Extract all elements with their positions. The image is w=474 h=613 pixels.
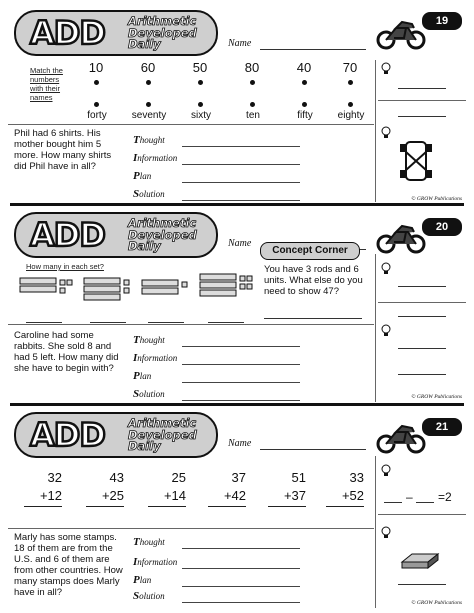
tip-information: Information: [133, 152, 178, 164]
lightbulb-icon: [380, 62, 392, 76]
tip-information: Information: [133, 352, 178, 364]
number-80: 80: [244, 60, 260, 75]
add-logo: [14, 212, 218, 258]
add-logo: [14, 10, 218, 56]
equation-blank-2[interactable]: [416, 502, 434, 503]
sum-line[interactable]: [24, 506, 62, 507]
worksheet-19: [0, 0, 474, 206]
bulb-answer-line[interactable]: [398, 316, 446, 317]
bulb-answer-line[interactable]: [398, 374, 446, 375]
name-label: Name: [228, 438, 252, 449]
concept-answer-line[interactable]: [264, 318, 362, 319]
word-forty: forty: [87, 110, 107, 121]
match-dot-top[interactable]: [302, 80, 307, 85]
plan-answer-line[interactable]: [182, 382, 300, 383]
base-ten-blocks-set-2: [82, 276, 134, 302]
bulb-answer-line[interactable]: [398, 348, 446, 349]
bulb-answer-line[interactable]: [398, 584, 446, 585]
answer-column-divider: [375, 254, 376, 402]
name-label: Name: [228, 238, 252, 249]
add-logo: [14, 412, 218, 458]
copyright: © GROW Publications: [411, 600, 462, 606]
how-many-instruction: How many in each set?: [26, 262, 104, 271]
copyright: © GROW Publications: [411, 394, 462, 400]
match-dot-bottom[interactable]: [94, 102, 99, 107]
match-dot-bottom[interactable]: [302, 102, 307, 107]
equals-two: =2: [438, 490, 452, 504]
set-4-answer-line[interactable]: [208, 322, 244, 323]
concept-corner-badge: Concept Corner: [260, 242, 360, 260]
tip-information: Information: [133, 556, 178, 568]
match-dot-bottom[interactable]: [146, 102, 151, 107]
logo-line-2: Developed: [128, 227, 197, 242]
logo-line-2: Developed: [128, 25, 197, 40]
addend-bottom: +42: [223, 488, 246, 503]
tip-solution: Solution: [133, 188, 165, 200]
sum-line[interactable]: [86, 506, 124, 507]
word-seventy: seventy: [131, 110, 167, 121]
information-answer-line[interactable]: [182, 364, 300, 365]
logo-add-text: ADD: [30, 416, 105, 454]
addend-bottom: +14: [163, 488, 186, 503]
logo-subtitle: [128, 218, 197, 253]
information-answer-line[interactable]: [182, 164, 300, 165]
logo-line-3: Daily: [128, 37, 161, 51]
logo-subtitle: [128, 418, 197, 453]
plan-answer-line[interactable]: [182, 182, 300, 183]
bulb-answer-line[interactable]: [398, 286, 446, 287]
box-icon: [400, 550, 440, 572]
match-dot-bottom[interactable]: [250, 102, 255, 107]
match-dot-top[interactable]: [146, 80, 151, 85]
word-problem: Caroline had some rabbits. She sold 8 and had 5 left. How many did she have to begin with?: [14, 330, 119, 374]
match-dot-top[interactable]: [94, 80, 99, 85]
base-ten-blocks-set-1: [18, 276, 74, 298]
word-eighty: eighty: [337, 110, 365, 121]
addend-bottom: +12: [39, 488, 62, 503]
tip-solution: Solution: [133, 590, 165, 602]
name-field[interactable]: [260, 38, 366, 50]
match-dot-top[interactable]: [250, 80, 255, 85]
word-ten: ten: [246, 110, 260, 121]
lightbulb-icon: [380, 126, 392, 140]
tip-plan: Plan: [133, 574, 152, 586]
toy-car-icon: [398, 138, 434, 184]
thought-answer-line[interactable]: [182, 146, 300, 147]
logo-subtitle: [128, 16, 197, 51]
match-dot-top[interactable]: [198, 80, 203, 85]
logo-line-2: Developed: [128, 427, 197, 442]
minus-sign: –: [406, 490, 413, 504]
word-sixty: sixty: [191, 110, 211, 121]
addend-bottom: +52: [341, 488, 364, 503]
match-dot-bottom[interactable]: [348, 102, 353, 107]
word-fifty: fifty: [297, 110, 313, 121]
lightbulb-icon: [380, 464, 392, 478]
word-problem: Marly has some stamps. 18 of them are from the U.S. and 6 of them are from other countries. How many stamps does Marly have in all?: [14, 532, 123, 598]
concept-corner-text: You have 3 rods and 6 units. What else do you need to show 47?: [264, 264, 363, 297]
answer-column-divider-h: [378, 100, 466, 101]
solution-answer-line[interactable]: [182, 400, 300, 401]
addend-top: 32: [47, 470, 62, 485]
number-10: 10: [88, 60, 104, 75]
section-divider: [8, 124, 374, 125]
logo-line-3: Daily: [128, 439, 161, 453]
section-divider: [8, 324, 374, 325]
tip-plan: Plan: [133, 370, 152, 382]
number-60: 60: [140, 60, 156, 75]
tip-thought: Thought: [133, 134, 165, 146]
number-50: 50: [192, 60, 208, 75]
answer-column-divider: [375, 456, 376, 608]
word-problem: Phil had 6 shirts. His mother bought him 5 more. How many shirts did Phil have in all?: [14, 128, 112, 172]
addend-top: 51: [291, 470, 306, 485]
bulb-answer-line[interactable]: [398, 88, 446, 89]
thought-answer-line[interactable]: [182, 346, 300, 347]
addend-bottom: +25: [101, 488, 124, 503]
equation-blank-1[interactable]: [384, 502, 402, 503]
match-instruction: Match the numbers with their names: [30, 66, 63, 102]
plan-answer-line[interactable]: [182, 586, 300, 587]
addend-top: 37: [231, 470, 246, 485]
section-divider: [8, 528, 374, 529]
logo-add-text: ADD: [30, 216, 105, 254]
lightbulb-icon: [380, 526, 392, 540]
set-2-answer-line[interactable]: [90, 322, 126, 323]
lightbulb-icon: [380, 262, 392, 276]
tip-thought: Thought: [133, 334, 165, 346]
tip-plan: Plan: [133, 170, 152, 182]
base-ten-blocks-set-3: [140, 276, 192, 298]
addend-bottom: +37: [283, 488, 306, 503]
sum-line[interactable]: [326, 506, 364, 507]
match-dot-bottom[interactable]: [198, 102, 203, 107]
addend-top: 25: [171, 470, 186, 485]
answer-column-divider: [375, 60, 376, 202]
lightbulb-icon: [380, 324, 392, 338]
bulb-answer-line[interactable]: [398, 116, 446, 117]
solution-answer-line[interactable]: [182, 602, 300, 603]
answer-column-divider-h: [378, 302, 466, 303]
logo-line-1: Arithmetic: [128, 14, 197, 28]
base-ten-blocks-set-4: [198, 272, 256, 302]
logo-line-3: Daily: [128, 239, 161, 253]
worksheet-20: [0, 206, 474, 406]
sum-line[interactable]: [148, 506, 186, 507]
worksheet-21: [0, 406, 474, 613]
motorcycle-icon: [376, 222, 426, 254]
logo-line-1: Arithmetic: [128, 416, 197, 430]
thought-answer-line[interactable]: [182, 548, 300, 549]
number-70: 70: [342, 60, 358, 75]
match-dot-top[interactable]: [348, 80, 353, 85]
set-1-answer-line[interactable]: [26, 322, 62, 323]
logo-add-text: ADD: [30, 14, 105, 52]
sum-line[interactable]: [268, 506, 306, 507]
name-label: Name: [228, 38, 252, 49]
information-answer-line[interactable]: [182, 568, 300, 569]
addend-top: 33: [349, 470, 364, 485]
name-field[interactable]: [260, 438, 366, 450]
number-40: 40: [296, 60, 312, 75]
sum-line[interactable]: [208, 506, 246, 507]
worksheet-number: 19: [422, 12, 462, 30]
set-3-answer-line[interactable]: [148, 322, 184, 323]
copyright: © GROW Publications: [411, 196, 462, 202]
worksheet-number: 21: [422, 418, 462, 436]
motorcycle-icon: [376, 422, 426, 454]
answer-column-divider-h: [378, 514, 466, 515]
tip-thought: Thought: [133, 536, 165, 548]
motorcycle-icon: [376, 18, 426, 50]
logo-line-1: Arithmetic: [128, 216, 197, 230]
solution-answer-line[interactable]: [182, 200, 300, 201]
tip-solution: Solution: [133, 388, 165, 400]
worksheet-number: 20: [422, 218, 462, 236]
addend-top: 43: [109, 470, 124, 485]
